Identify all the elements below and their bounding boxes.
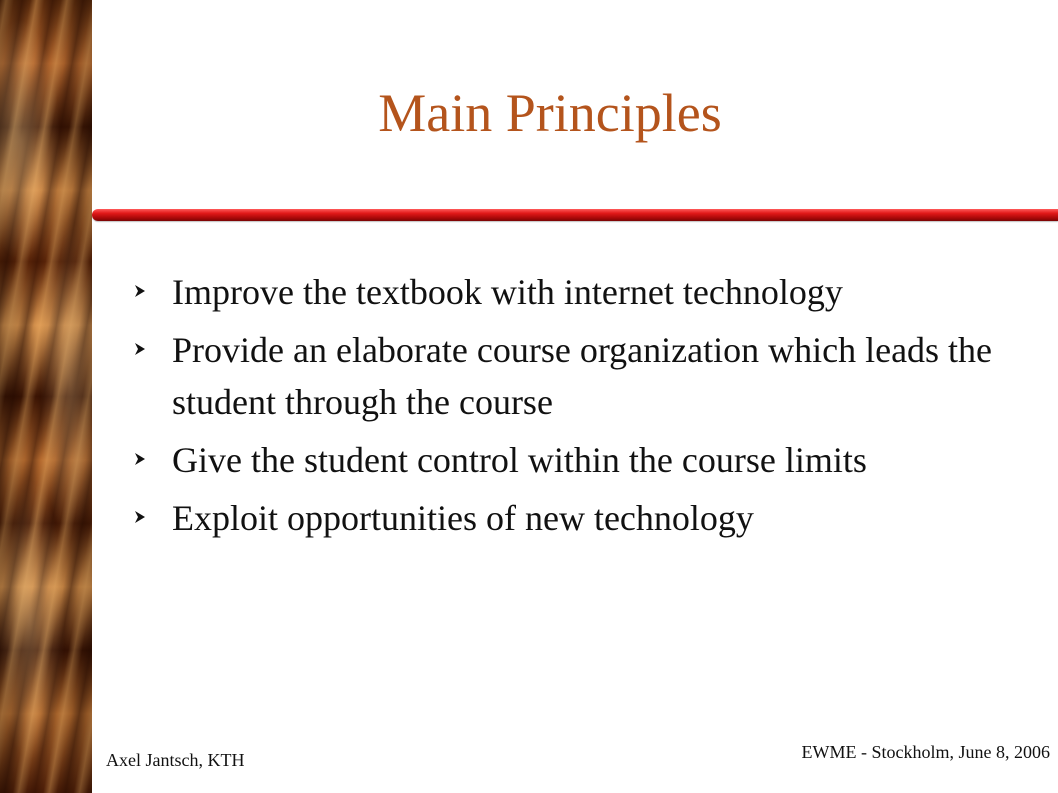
footer-author: Axel Jantsch, KTH	[106, 750, 245, 770]
arrow-bullet-icon	[134, 284, 146, 298]
bullet-item	[128, 492, 1028, 544]
bullet-item	[128, 266, 1028, 318]
slide-title: Main Principles	[378, 83, 722, 143]
bullet-item	[128, 324, 1028, 428]
bullet-text: Give the student control within the course limits	[172, 440, 867, 480]
bullet-text: Improve the textbook with internet technology	[172, 272, 843, 312]
bullet-text: Exploit opportunities of new technology	[172, 498, 754, 538]
bullet-item	[128, 434, 1028, 486]
arrow-bullet-icon	[134, 510, 146, 524]
bullet-text: Provide an elaborate course organization which leads the student through the course	[172, 330, 993, 422]
wood-texture-sidebar	[0, 0, 92, 793]
arrow-bullet-icon	[134, 452, 146, 466]
bullet-list	[128, 266, 1028, 544]
arrow-bullet-icon	[134, 342, 146, 356]
title-underline-rule	[92, 209, 1058, 221]
footer-event: EWME - Stockholm, June 8, 2006	[801, 742, 1050, 762]
